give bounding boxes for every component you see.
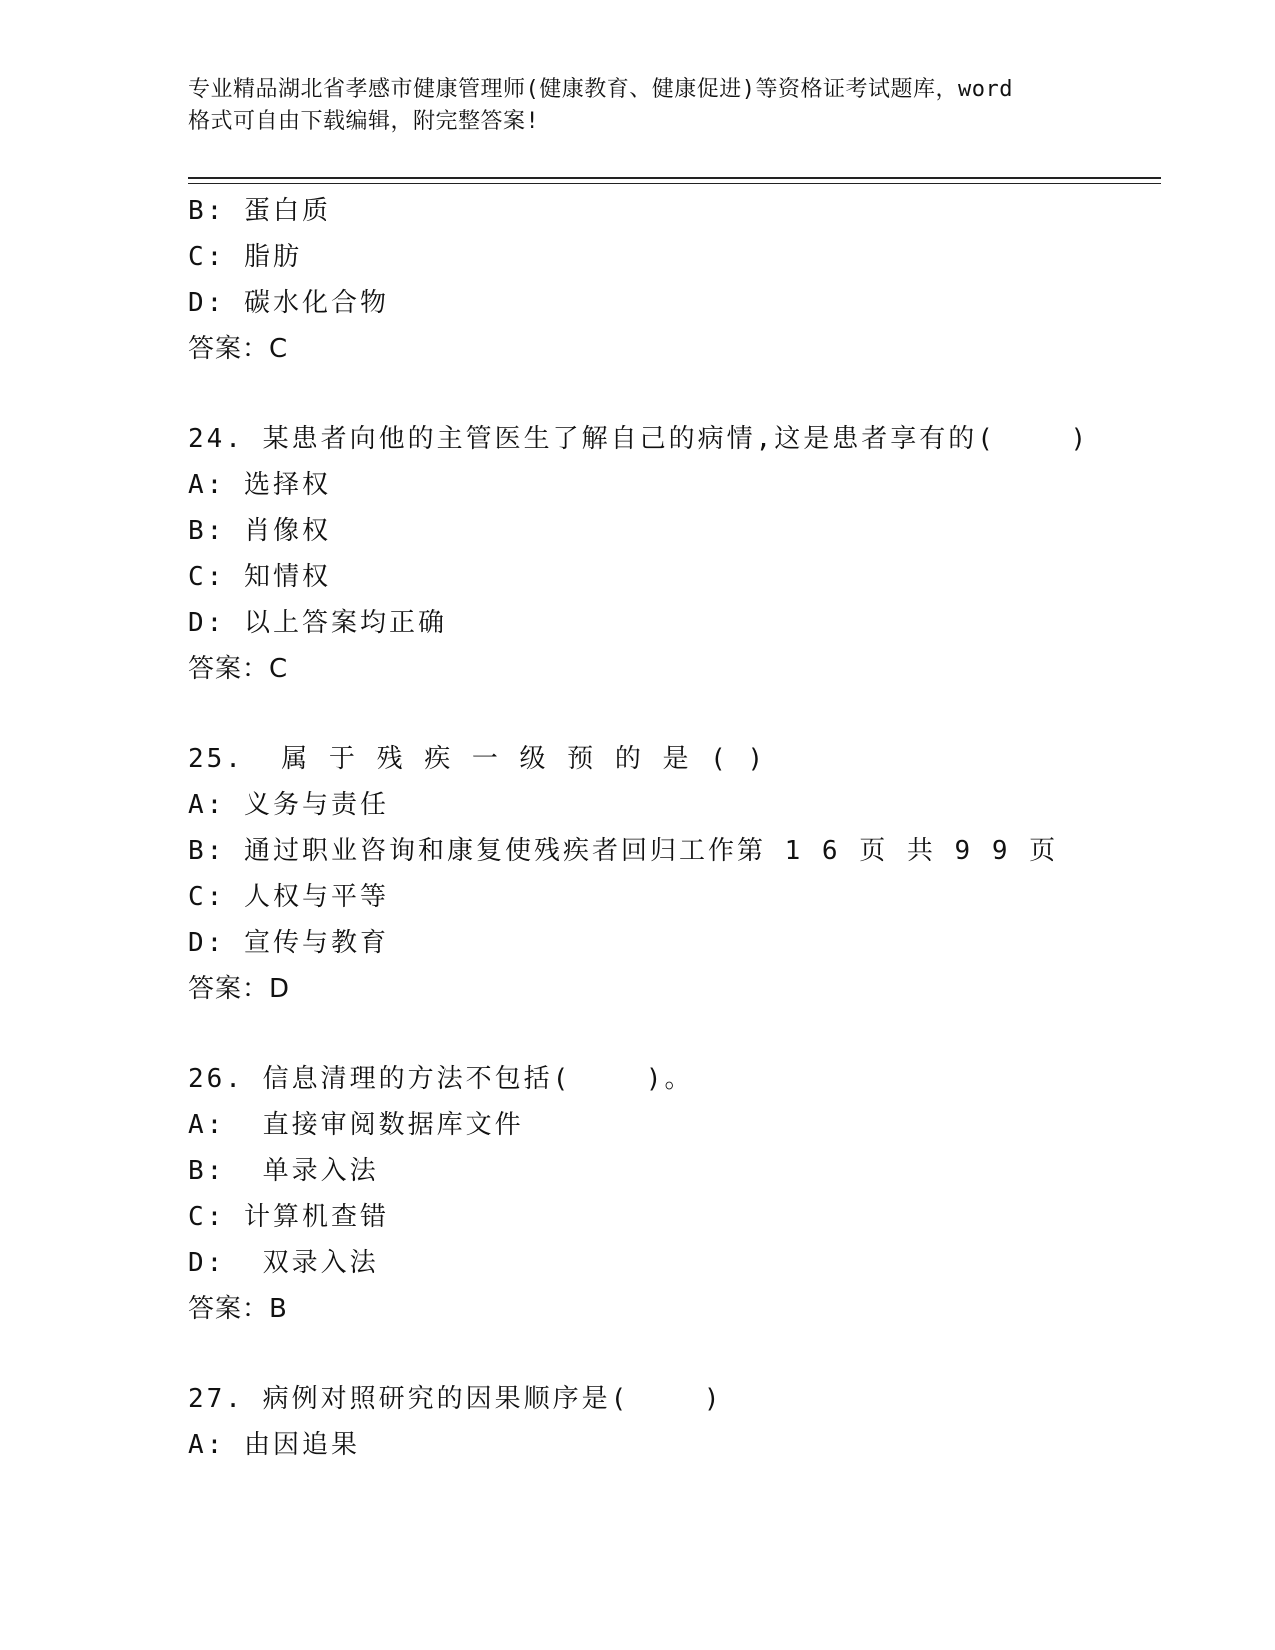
option-d: D: 宣传与教育 <box>188 928 389 958</box>
header-line-1: 专业精品湖北省孝感市健康管理师(健康教育、健康促进)等资格证考试题库，word <box>188 77 1013 102</box>
option-b: B: 蛋白质 <box>188 196 331 226</box>
document-header <box>188 74 1088 138</box>
answer-line: 答案：C <box>188 334 289 364</box>
option-a: A: 义务与责任 <box>188 790 389 820</box>
header-rule-thin <box>188 183 1161 184</box>
option-c: C: 知情权 <box>188 562 331 592</box>
question-25 <box>188 736 1148 1012</box>
question-24 <box>188 416 1148 692</box>
answer-line: 答案：C <box>188 654 289 684</box>
option-b: B: 通过职业咨询和康复使残疾者回归工作第 1 6 页 共 9 9 页 <box>188 836 1059 866</box>
option-c: C: 人权与平等 <box>188 882 389 912</box>
question-26 <box>188 1056 1148 1332</box>
option-d: D: 以上答案均正确 <box>188 608 447 638</box>
option-a: A: 选择权 <box>188 470 331 500</box>
header-rule-thick <box>188 177 1161 179</box>
question-list <box>188 188 1148 1468</box>
header-line-2: 格式可自由下载编辑，附完整答案! <box>188 109 540 134</box>
answer-line: 答案：D <box>188 974 291 1004</box>
option-d: D: 双录入法 <box>188 1248 379 1278</box>
option-a: A: 由因追果 <box>188 1430 360 1460</box>
question-23-remainder <box>188 188 1148 372</box>
question-stem: 27. 病例对照研究的因果顺序是( ) <box>188 1384 723 1414</box>
question-stem: 24. 某患者向他的主管医生了解自己的病情,这是患者享有的( ) <box>188 424 1090 454</box>
option-b: B: 肖像权 <box>188 516 331 546</box>
option-b: B: 单录入法 <box>188 1156 379 1186</box>
option-a: A: 直接审阅数据库文件 <box>188 1110 524 1140</box>
option-d: D: 碳水化合物 <box>188 288 389 318</box>
answer-line: 答案：B <box>188 1294 288 1324</box>
option-c: C: 计算机查错 <box>188 1202 389 1232</box>
question-stem: 25. 属 于 残 疾 一 级 预 的 是 ( ) <box>188 744 767 774</box>
question-27 <box>188 1376 1148 1468</box>
question-stem: 26. 信息清理的方法不包括( )。 <box>188 1064 694 1094</box>
option-c: C: 脂肪 <box>188 242 302 272</box>
